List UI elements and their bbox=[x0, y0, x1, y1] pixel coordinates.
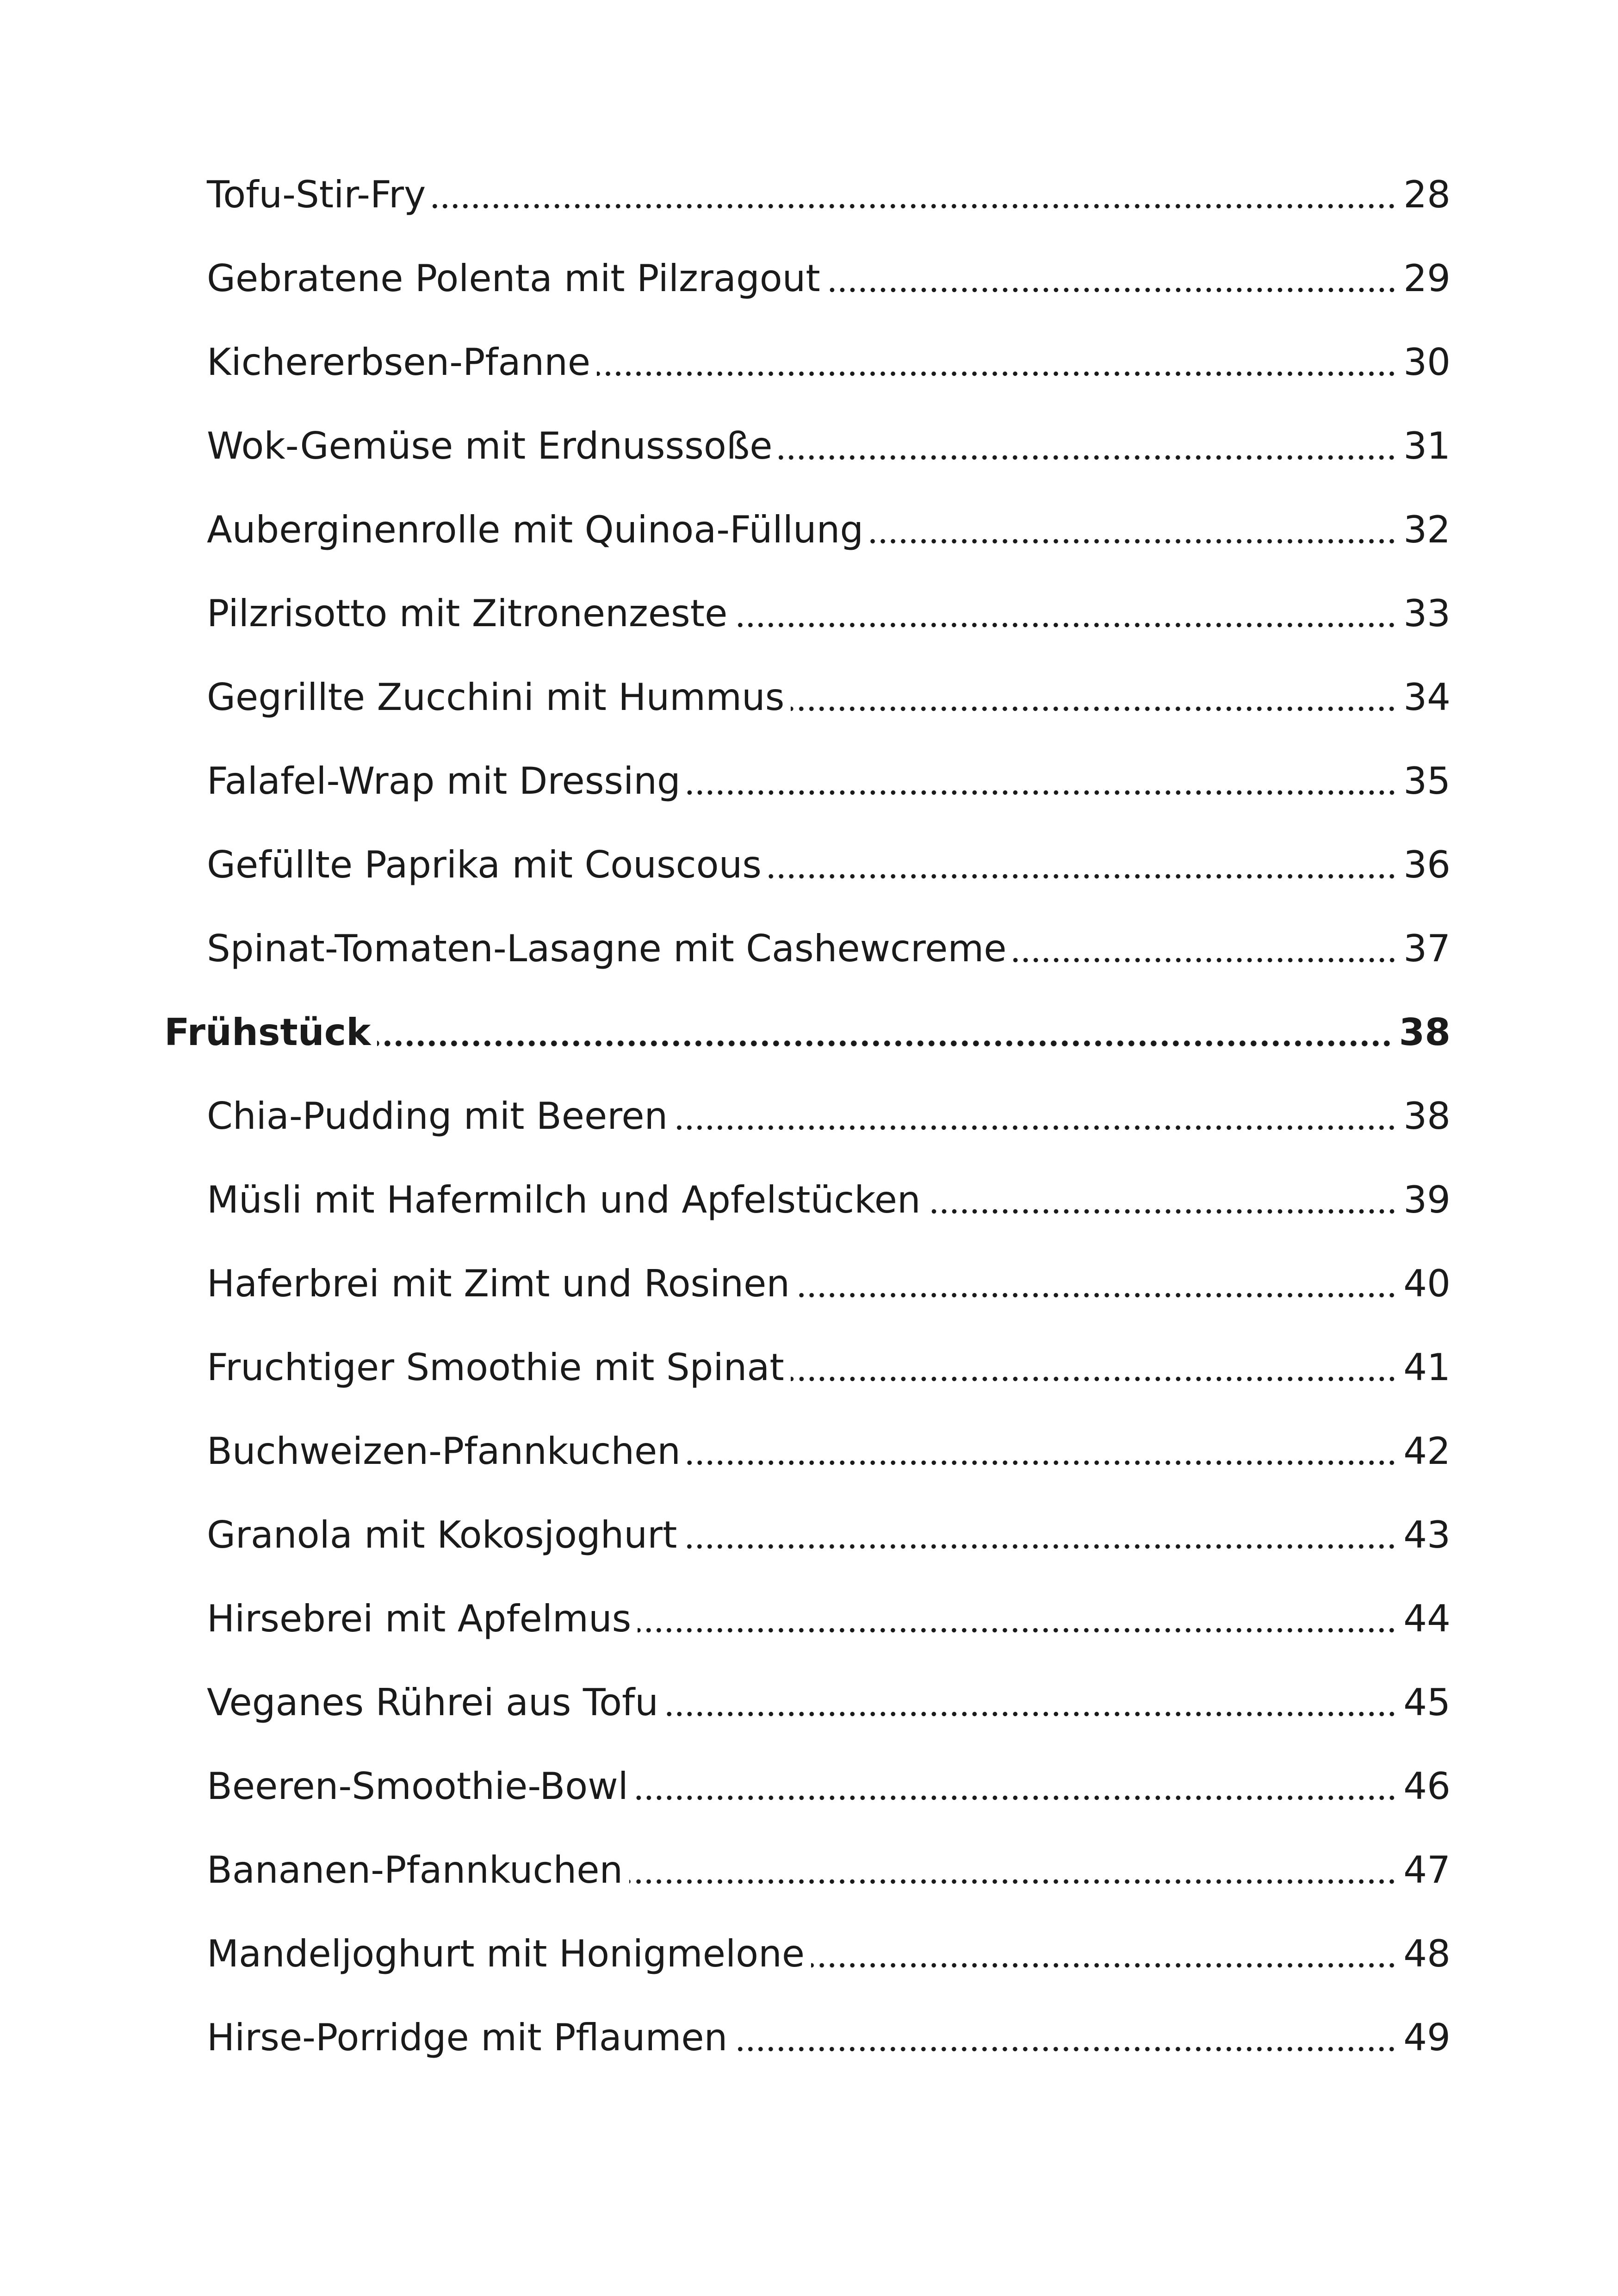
toc-entry[interactable] bbox=[164, 1074, 1451, 1158]
toc-entry-title: Hirsebrei mit Apfelmus bbox=[207, 1597, 632, 1640]
toc-entry-page: 36 bbox=[1403, 843, 1451, 886]
toc-entry-page: 41 bbox=[1403, 1345, 1451, 1389]
toc-entry[interactable] bbox=[164, 1912, 1451, 1996]
toc-section-page: 38 bbox=[1399, 1010, 1451, 1054]
toc-entry-page: 48 bbox=[1403, 1932, 1451, 1975]
toc-dot-leader bbox=[734, 595, 1397, 632]
toc-dot-leader bbox=[377, 1014, 1392, 1051]
toc-dot-leader bbox=[635, 1768, 1397, 1805]
toc-entry[interactable] bbox=[164, 404, 1451, 488]
toc-entry[interactable] bbox=[164, 739, 1451, 823]
toc-entry[interactable] bbox=[164, 488, 1451, 572]
toc-entry-title: Mandeljoghurt mit Honigmelone bbox=[207, 1932, 805, 1975]
toc-section-title: Frühstück bbox=[164, 1010, 371, 1054]
table-of-contents bbox=[164, 153, 1451, 2079]
toc-entry-title: Buchweizen-Pfannkuchen bbox=[207, 1429, 681, 1473]
toc-dot-leader bbox=[870, 511, 1397, 548]
toc-entry[interactable] bbox=[164, 1661, 1451, 1744]
toc-entry-title: Auberginenrolle mit Quinoa-Füllung bbox=[207, 508, 864, 551]
toc-entry-title: Beeren-Smoothie-Bowl bbox=[207, 1764, 628, 1808]
toc-entry-page: 39 bbox=[1403, 1178, 1451, 1221]
toc-entry[interactable] bbox=[164, 1158, 1451, 1242]
toc-entry-page: 35 bbox=[1403, 759, 1451, 803]
toc-entry-title: Gebratene Polenta mit Pilzragout bbox=[207, 256, 820, 300]
toc-entry-title: Pilzrisotto mit Zitronenzeste bbox=[207, 591, 728, 635]
toc-entry-page: 46 bbox=[1403, 1764, 1451, 1808]
toc-dot-leader bbox=[629, 1852, 1397, 1889]
toc-entry-title: Veganes Rührei aus Tofu bbox=[207, 1680, 658, 1724]
toc-dot-leader bbox=[1013, 930, 1397, 967]
toc-dot-leader bbox=[597, 344, 1397, 381]
toc-entry-title: Granola mit Kokosjoghurt bbox=[207, 1513, 677, 1556]
toc-dot-leader bbox=[791, 679, 1397, 716]
toc-entry[interactable] bbox=[164, 1744, 1451, 1828]
toc-entry-page: 30 bbox=[1403, 340, 1451, 384]
toc-dot-leader bbox=[796, 1265, 1397, 1302]
toc-entry-title: Fruchtiger Smoothie mit Spinat bbox=[207, 1345, 784, 1389]
toc-entry[interactable] bbox=[164, 1828, 1451, 1912]
toc-entry-page: 34 bbox=[1403, 675, 1451, 719]
toc-entry-page: 29 bbox=[1403, 256, 1451, 300]
toc-entry[interactable] bbox=[164, 1493, 1451, 1577]
toc-entry-page: 47 bbox=[1403, 1848, 1451, 1892]
toc-dot-leader bbox=[432, 176, 1397, 213]
toc-entry-title: Spinat-Tomaten-Lasagne mit Cashewcreme bbox=[207, 927, 1007, 970]
toc-entry[interactable] bbox=[164, 823, 1451, 907]
toc-entry-title: Wok-Gemüse mit Erdnusssoße bbox=[207, 424, 773, 467]
toc-dot-leader bbox=[687, 763, 1397, 800]
toc-entry-page: 43 bbox=[1403, 1513, 1451, 1556]
toc-entry-title: Gegrillte Zucchini mit Hummus bbox=[207, 675, 785, 719]
toc-entry[interactable] bbox=[164, 655, 1451, 739]
toc-dot-leader bbox=[674, 1098, 1397, 1135]
toc-dot-leader bbox=[779, 428, 1397, 465]
toc-entry-page: 28 bbox=[1403, 173, 1451, 216]
toc-dot-leader bbox=[683, 1517, 1397, 1554]
toc-entry-title: Müsli mit Hafermilch und Apfelstücken bbox=[207, 1178, 921, 1221]
toc-entry[interactable] bbox=[164, 907, 1451, 990]
toc-entry-page: 40 bbox=[1403, 1262, 1451, 1305]
toc-dot-leader bbox=[811, 1935, 1397, 1972]
toc-dot-leader bbox=[638, 1600, 1397, 1637]
toc-entry[interactable] bbox=[164, 1409, 1451, 1493]
toc-dot-leader bbox=[927, 1182, 1397, 1219]
toc-entry[interactable] bbox=[164, 320, 1451, 404]
toc-dot-leader bbox=[665, 1684, 1397, 1721]
toc-entry-title: Hirse-Porridge mit Pflaumen bbox=[207, 2016, 728, 2059]
toc-entry-page: 44 bbox=[1403, 1597, 1451, 1640]
toc-entry[interactable] bbox=[164, 1242, 1451, 1325]
toc-entry-page: 49 bbox=[1403, 2016, 1451, 2059]
toc-entry-title: Kichererbsen-Pfanne bbox=[207, 340, 591, 384]
toc-dot-leader bbox=[768, 846, 1397, 884]
toc-entry[interactable] bbox=[164, 153, 1451, 236]
toc-dot-leader bbox=[827, 260, 1397, 297]
toc-entry[interactable] bbox=[164, 1996, 1451, 2079]
toc-entry[interactable] bbox=[164, 1577, 1451, 1661]
toc-entry-page: 42 bbox=[1403, 1429, 1451, 1473]
toc-dot-leader bbox=[734, 2019, 1397, 2056]
toc-entry-page: 38 bbox=[1403, 1094, 1451, 1138]
toc-entry-page: 33 bbox=[1403, 591, 1451, 635]
toc-dot-leader bbox=[791, 1349, 1397, 1386]
toc-entry-title: Gefüllte Paprika mit Couscous bbox=[207, 843, 762, 886]
toc-entry-page: 37 bbox=[1403, 927, 1451, 970]
toc-entry-title: Tofu-Stir-Fry bbox=[207, 173, 426, 216]
toc-dot-leader bbox=[687, 1433, 1397, 1470]
toc-entry[interactable] bbox=[164, 236, 1451, 320]
toc-entry-title: Falafel-Wrap mit Dressing bbox=[207, 759, 681, 803]
toc-entry[interactable] bbox=[164, 572, 1451, 655]
toc-entry-title: Haferbrei mit Zimt und Rosinen bbox=[207, 1262, 790, 1305]
toc-entry-title: Chia-Pudding mit Beeren bbox=[207, 1094, 668, 1138]
toc-entry-title: Bananen-Pfannkuchen bbox=[207, 1848, 623, 1892]
toc-section-fruehstueck[interactable] bbox=[164, 990, 1451, 1074]
toc-entry[interactable] bbox=[164, 1325, 1451, 1409]
toc-entry-page: 45 bbox=[1403, 1680, 1451, 1724]
toc-entry-page: 31 bbox=[1403, 424, 1451, 467]
toc-entry-page: 32 bbox=[1403, 508, 1451, 551]
